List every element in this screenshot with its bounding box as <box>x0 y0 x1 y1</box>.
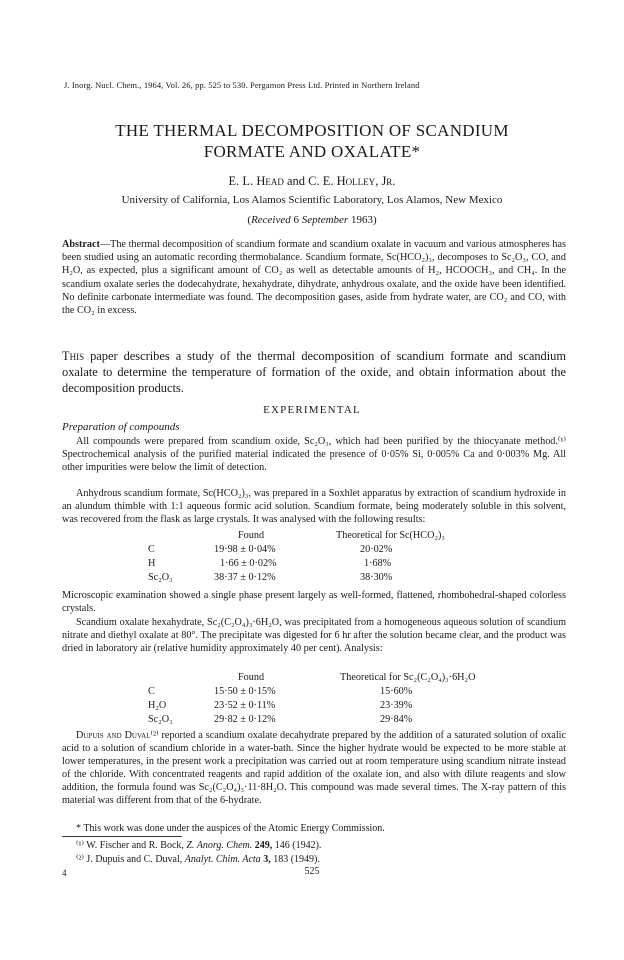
reference-2: ⁽²⁾ J. Dupuis and C. Duval, Analyt. Chim. Acta 3, 183 (1949). <box>76 854 320 865</box>
table-cell-found: 15·50 ± 0·15% <box>214 686 276 697</box>
table-cell-theoretical: 29·84% <box>380 714 413 725</box>
table-cell-element: H <box>148 558 156 569</box>
paragraph-formate: Anhydrous scandium formate, Sc(HCO₂)₃, was prepared in a Soxhlet apparatus by extraction of scandium hydroxide in an alundum thimble with 1:1 aqueous formic acid solution. Scandium formate, being moderately soluble in this solvent, was recovered from the flask as large crystals. It was analysed with the following results: <box>62 488 566 525</box>
paragraph-decahydrate: Dupuis and Duval⁽²⁾ reported a scandium oxalate decahydrate prepared by the addition of a saturated solution of oxalic acid to a solution of scandium chloride in a water-bath. Since the higher hydrate would be expected to be more stable at lower temperatures, in the present work a precipitation was carried out at room temperature using scandium nitrate instead of the chloride. With concentrated reagents and rapid addition of the oxalate ion, and also with dilute reagents and slow addition, the formula found was Sc₂(C₂O₄)₃·11·8H₂O. This compound was made several times. The X-ray pattern of this material was different from that of the 6-hydrate. <box>62 730 566 806</box>
author-2-suffix: , Jr. <box>375 174 396 188</box>
section-heading: EXPERIMENTAL <box>263 404 361 416</box>
signature-mark: 4 <box>62 868 67 878</box>
paragraph-purification: All compounds were prepared from scandium oxide, Sc₂O₃, which had been purified by the thiocyanate method.⁽¹⁾ Spectrochemical analysis of the purified material indicated the presence of 0·05% Si, 0·005% Ca and 0·003% Mg. All other impurities were below the limit of detection. <box>62 436 566 473</box>
abstract-label: Abstract <box>62 239 100 250</box>
table-header-theoretical: Theoretical for Sc(HCO₂)₃ <box>336 530 445 541</box>
table-cell-theoretical: 15·60% <box>380 686 413 697</box>
subsection-heading: Preparation of compounds <box>62 421 180 433</box>
intro-text: paper describes a study of the thermal decomposition of scandium formate and scandium oxalate to determine the temperature of formation of the oxide, and obtain information about the decomposition products. <box>62 349 566 395</box>
table-cell-theoretical: 20·02% <box>360 544 393 555</box>
table-cell-found: 29·82 ± 0·12% <box>214 714 276 725</box>
analysis-table-formate <box>0 530 624 590</box>
paragraph-microscopy: Microscopic examination showed a single phase present largely as well-formed, flattened, rhombohedral-shaped colorless crystals. <box>62 590 566 614</box>
reference-1: ⁽¹⁾ W. Fischer and R. Bock, Z. Anorg. Chem. 249, 146 (1942). <box>76 840 322 851</box>
author-1-surname: Head <box>256 174 284 188</box>
author-line <box>40 174 584 189</box>
page-number: 525 <box>304 866 320 877</box>
table-cell-found: 23·52 ± 0·11% <box>214 700 276 711</box>
table-header-found: Found <box>238 530 265 541</box>
table-cell-found: 1·66 ± 0·02% <box>220 558 277 569</box>
received-date: (Received 6 September 1963) <box>247 214 377 226</box>
table-header-found: Found <box>238 672 265 683</box>
footnote-divider <box>62 836 182 837</box>
journal-citation: J. Inorg. Nucl. Chem., 1964, Vol. 26, pp. 525 to 530. Pergamon Press Ltd. Printed in Northern Ireland <box>64 80 420 90</box>
table-cell-element: H₂O <box>148 700 167 711</box>
title-line-2: FORMATE AND OXALATE* <box>203 142 421 161</box>
title-line-1: THE THERMAL DECOMPOSITION OF SCANDIUM <box>115 121 509 140</box>
abstract-text: —The thermal decomposition of scandium formate and scandium oxalate in vacuum and various atmospheres has been studied using an automatic recording thermobalance. Scandium formate, Sc(HCO₂)₃, decomposes to Sc₂O₃, CO, and H₂O, as expected, plus a significant amount of CO₂ as well as detectable amounts of H₂, HCOOCH₃, and CH₄. In the scandium oxalate series the dodecahydrate, hexahydrate, dihydrate, anhydrous oxalate, and the oxide have been identified. No definite carbonate intermediate was found. The decomposition gases, aside from hydrate water, are CO₂ and CO, with the CO₂ in excess. <box>62 239 566 317</box>
table-cell-found: 19·98 ± 0·04% <box>214 544 276 555</box>
cited-authors: Dupuis and Duval <box>76 730 151 741</box>
table-header-theoretical: Theoretical for Sc₂(C₂O₄)₃·6H₂O <box>340 672 476 683</box>
table-cell-found: 38·37 ± 0·12% <box>214 572 276 583</box>
author-1-initials: E. L. <box>228 174 257 188</box>
author-2-surname: Holley <box>336 174 376 188</box>
paper-title <box>40 120 584 162</box>
table-cell-element: Sc₂O₃ <box>148 572 173 583</box>
intro-paragraph <box>62 348 566 396</box>
author-2-initials: C. E. <box>308 174 337 188</box>
table-cell-theoretical: 23·39% <box>380 700 413 711</box>
intro-lead: This <box>62 349 85 363</box>
affiliation: University of California, Los Alamos Scientific Laboratory, Los Alamos, New Mexico <box>121 194 503 206</box>
table-cell-theoretical: 1·68% <box>364 558 392 569</box>
footnote-auspices: * This work was done under the auspices of the Atomic Energy Commission. <box>76 823 385 834</box>
paragraph-oxalate: Scandium oxalate hexahydrate, Sc₂(C₂O₄)₃·6H₂O, was precipitated from a homogeneous aqueous solution of scandium nitrate and diethyl oxalate at 80°. The precipitate was digested for 6 hr after the solution became clear, and the product was dried in laboratory air (relative humidity approximately 40 per cent). Analysis: <box>62 617 566 654</box>
abstract <box>62 238 566 317</box>
analysis-table-oxalate <box>0 672 624 732</box>
table-cell-element: C <box>148 544 155 555</box>
table-cell-element: C <box>148 686 155 697</box>
table-cell-element: Sc₂O₃ <box>148 714 173 725</box>
author-conjunction: and <box>283 174 309 188</box>
table-cell-theoretical: 38·30% <box>360 572 393 583</box>
